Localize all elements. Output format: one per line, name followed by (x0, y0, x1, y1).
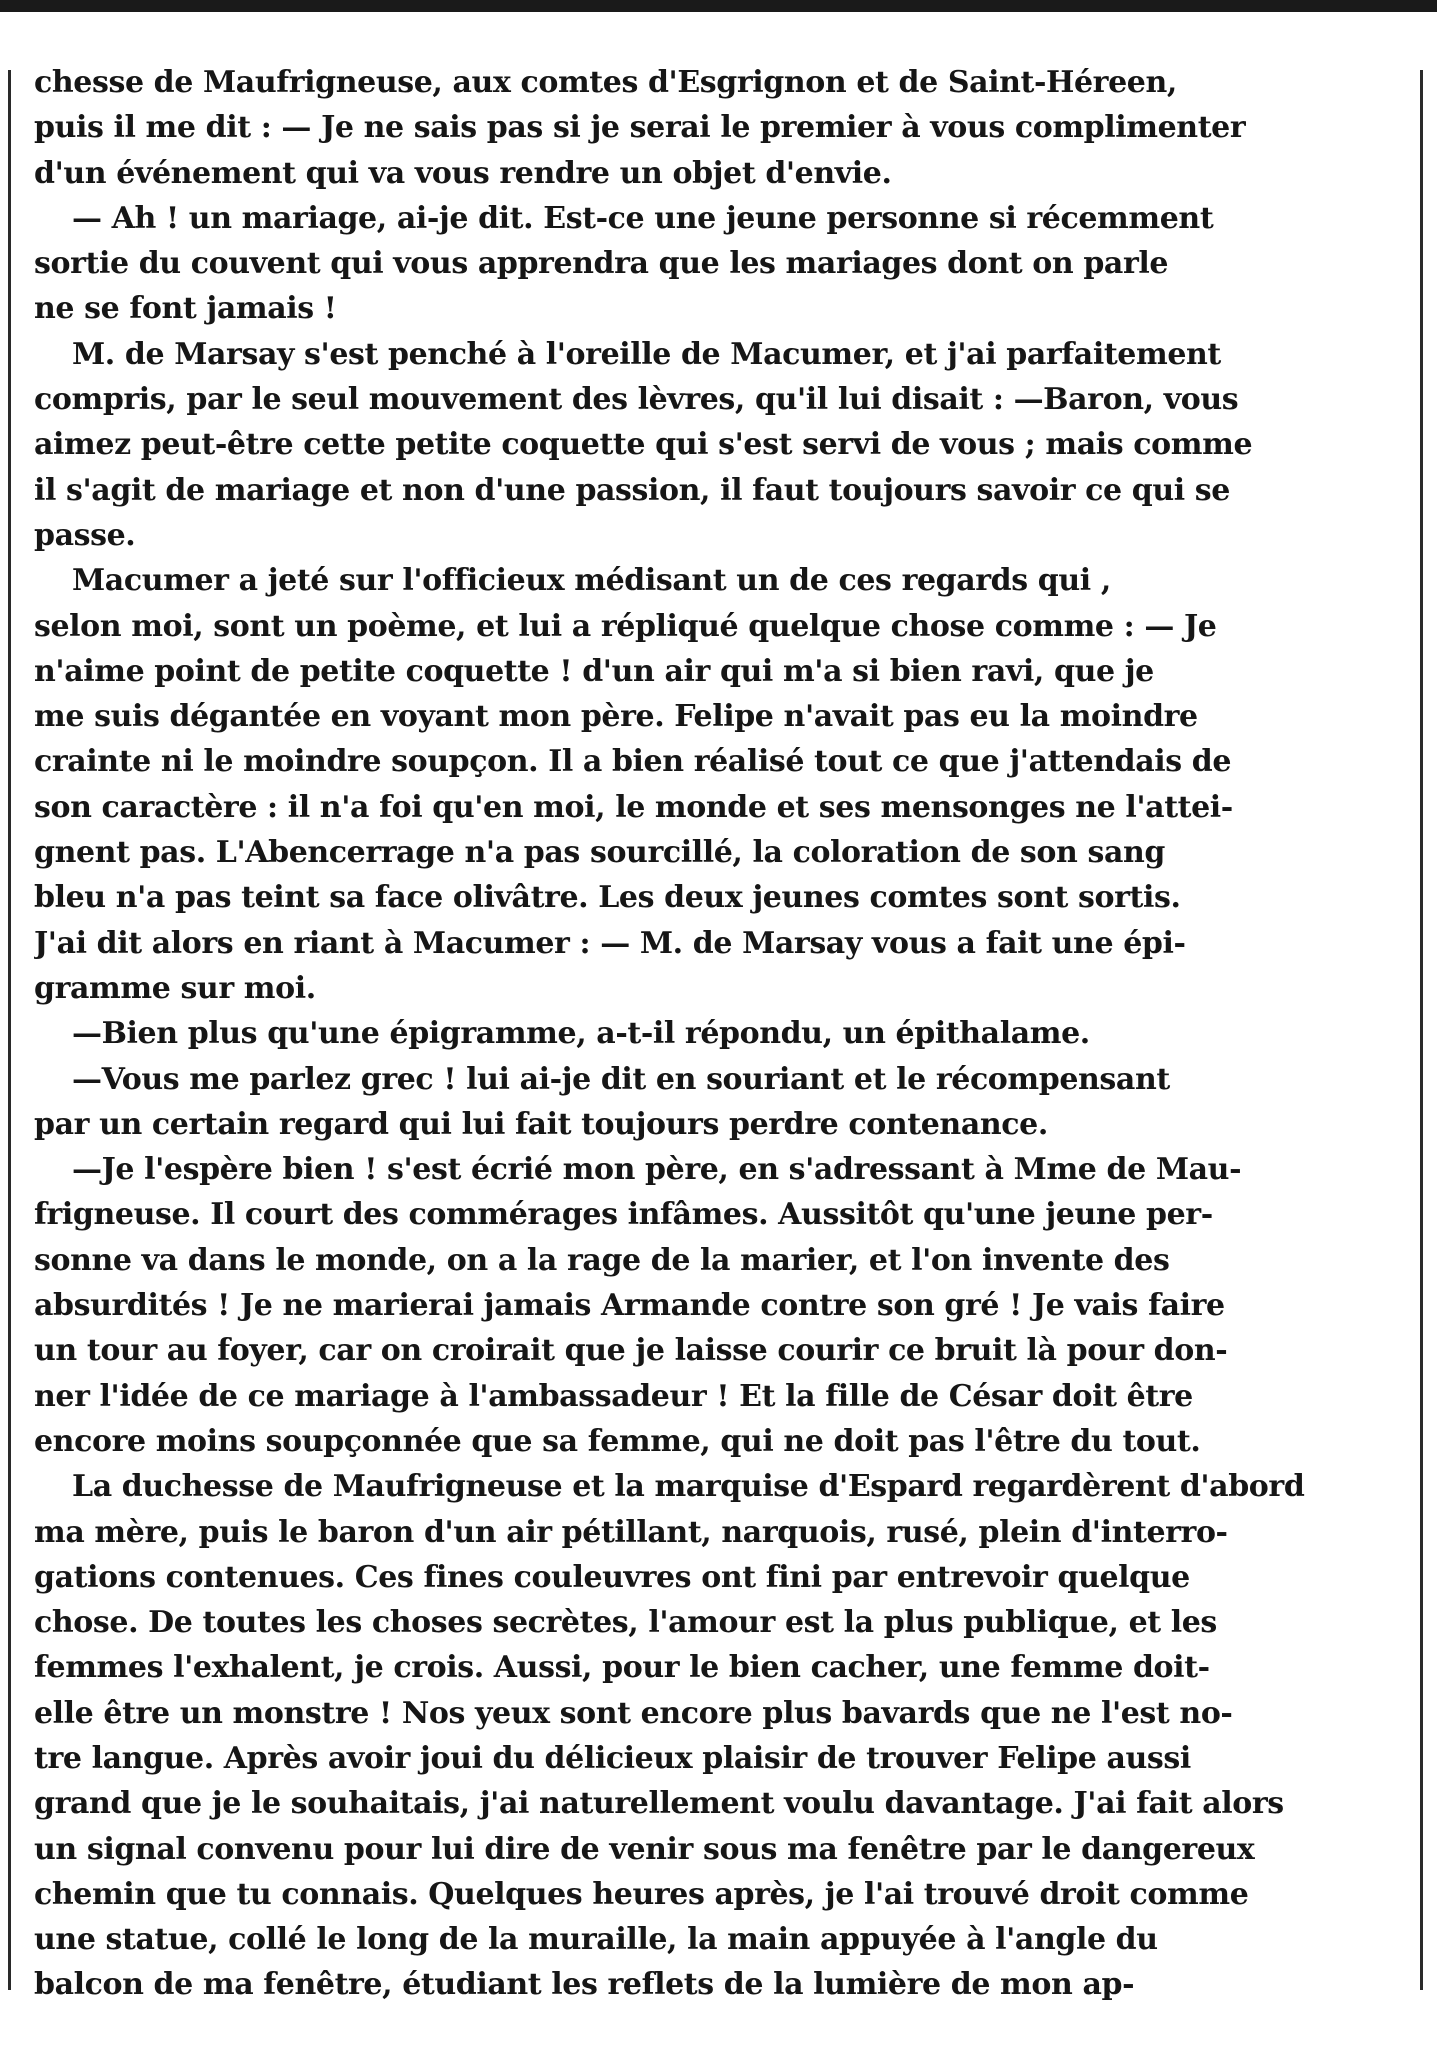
text-line: grand que je le souhaitais, j'ai naturellement voulu davantage. J'ai fait alors (34, 1786, 1284, 1822)
paragraph (34, 1057, 1406, 1148)
text-line: ner l'idée de ce mariage à l'ambassadeur ! Et la fille de César doit être (34, 1378, 1193, 1414)
text-line: —Vous me parlez grec ! lui ai-je dit en souriant et le récompensant (72, 1061, 1170, 1097)
text-line: —Bien plus qu'une épigramme, a-t-il répondu, un épithalame. (72, 1016, 1090, 1052)
text-line: balcon de ma fenêtre, étudiant les reflets de la lumière de mon ap- (34, 1967, 1135, 2003)
text-line: sonne va dans le monde, on a la rage de la marier, et l'on invente des (34, 1242, 1170, 1278)
text-line: sortie du couvent qui vous apprendra que les mariages dont on parle (34, 246, 1169, 282)
left-column-rule (8, 70, 11, 1990)
text-line: son caractère : il n'a foi qu'en moi, le monde et ses mensonges ne l'attei- (34, 789, 1233, 825)
paragraph (34, 558, 1406, 1011)
paragraph (34, 332, 1406, 558)
text-line: gramme sur moi. (34, 970, 316, 1006)
right-column-rule (1420, 70, 1423, 1990)
text-line: chemin que tu connais. Quelques heures après, je l'ai trouvé droit comme (34, 1876, 1249, 1912)
text-line: La duchesse de Maufrigneuse et la marquise d'Espard regardèrent d'abord (72, 1469, 1305, 1505)
text-line: un signal convenu pour lui dire de venir sous ma fenêtre par le dangereux (34, 1831, 1255, 1867)
text-line: bleu n'a pas teint sa face olivâtre. Les deux jeunes comtes sont sortis. (34, 880, 1181, 916)
paragraph (34, 1147, 1406, 1464)
text-line: chose. De toutes les choses secrètes, l'amour est la plus publique, et les (34, 1605, 1217, 1641)
paragraph (34, 196, 1406, 332)
text-line: encore moins soupçonnée que sa femme, qui ne doit pas l'être du tout. (34, 1423, 1201, 1459)
text-line: J'ai dit alors en riant à Macumer : — M. de Marsay vous a fait une épi- (34, 925, 1186, 961)
text-line: gations contenues. Ces fines couleuvres ont fini par entrevoir quelque (34, 1559, 1190, 1595)
top-rule (0, 0, 1437, 12)
text-line: d'un événement qui va vous rendre un objet d'envie. (34, 155, 892, 191)
text-line: crainte ni le moindre soupçon. Il a bien réalisé tout ce que j'attendais de (34, 744, 1232, 780)
text-line: ne se font jamais ! (34, 291, 337, 327)
text-line: il s'agit de mariage et non d'une passion, il faut toujours savoir ce qui se (34, 472, 1230, 508)
text-line: —Je l'espère bien ! s'est écrié mon père, en s'adressant à Mme de Mau- (72, 1152, 1242, 1188)
text-line: femmes l'exhalent, je crois. Aussi, pour le bien cacher, une femme doit- (34, 1650, 1210, 1686)
text-line: frigneuse. Il court des commérages infâmes. Aussitôt qu'une jeune per- (34, 1197, 1213, 1233)
text-line: passe. (34, 517, 136, 553)
text-line: Macumer a jeté sur l'officieux médisant un de ces regards qui , (72, 563, 1111, 599)
text-line: compris, par le seul mouvement des lèvres, qu'il lui disait : —Baron, vous (34, 382, 1239, 418)
text-line: — Ah ! un mariage, ai-je dit. Est-ce une jeune personne si récemment (72, 200, 1214, 236)
text-line: ma mère, puis le baron d'un air pétillant, narquois, rusé, plein d'interro- (34, 1514, 1228, 1550)
text-line: un tour au foyer, car on croirait que je laisse courir ce bruit là pour don- (34, 1333, 1228, 1369)
text-line: elle être un monstre ! Nos yeux sont encore plus bavards que ne l'est no- (34, 1695, 1233, 1731)
text-line: chesse de Maufrigneuse, aux comtes d'Esgrignon et de Saint-Héreen, (34, 65, 1177, 100)
text-line: me suis dégantée en voyant mon père. Felipe n'avait pas eu la moindre (34, 699, 1198, 735)
text-line: selon moi, sont un poème, et lui a répliqué quelque chose comme : — Je (34, 608, 1217, 644)
text-line: une statue, collé le long de la muraille, la main appuyée à l'angle du (34, 1922, 1158, 1958)
text-line: par un certain regard qui lui fait toujours perdre contenance. (34, 1106, 1048, 1142)
paragraph (34, 1464, 1406, 2008)
text-line: puis il me dit : — Je ne sais pas si je serai le premier à vous complimenter (34, 110, 1246, 146)
paragraph (34, 1011, 1406, 1056)
text-line: M. de Marsay s'est penché à l'oreille de Macumer, et j'ai parfaitement (72, 336, 1221, 372)
text-column (34, 60, 1406, 2008)
text-line: tre langue. Après avoir joui du délicieux plaisir de trouver Felipe aussi (34, 1740, 1191, 1776)
text-line: gnent pas. L'Abencerrage n'a pas sourcillé, la coloration de son sang (34, 835, 1166, 871)
text-line: absurdités ! Je ne marierai jamais Armande contre son gré ! Je vais faire (34, 1288, 1225, 1324)
paragraph (34, 60, 1406, 196)
text-line: aimez peut-être cette petite coquette qui s'est servi de vous ; mais comme (34, 427, 1253, 463)
text-line: n'aime point de petite coquette ! d'un air qui m'a si bien ravi, que je (34, 653, 1154, 689)
